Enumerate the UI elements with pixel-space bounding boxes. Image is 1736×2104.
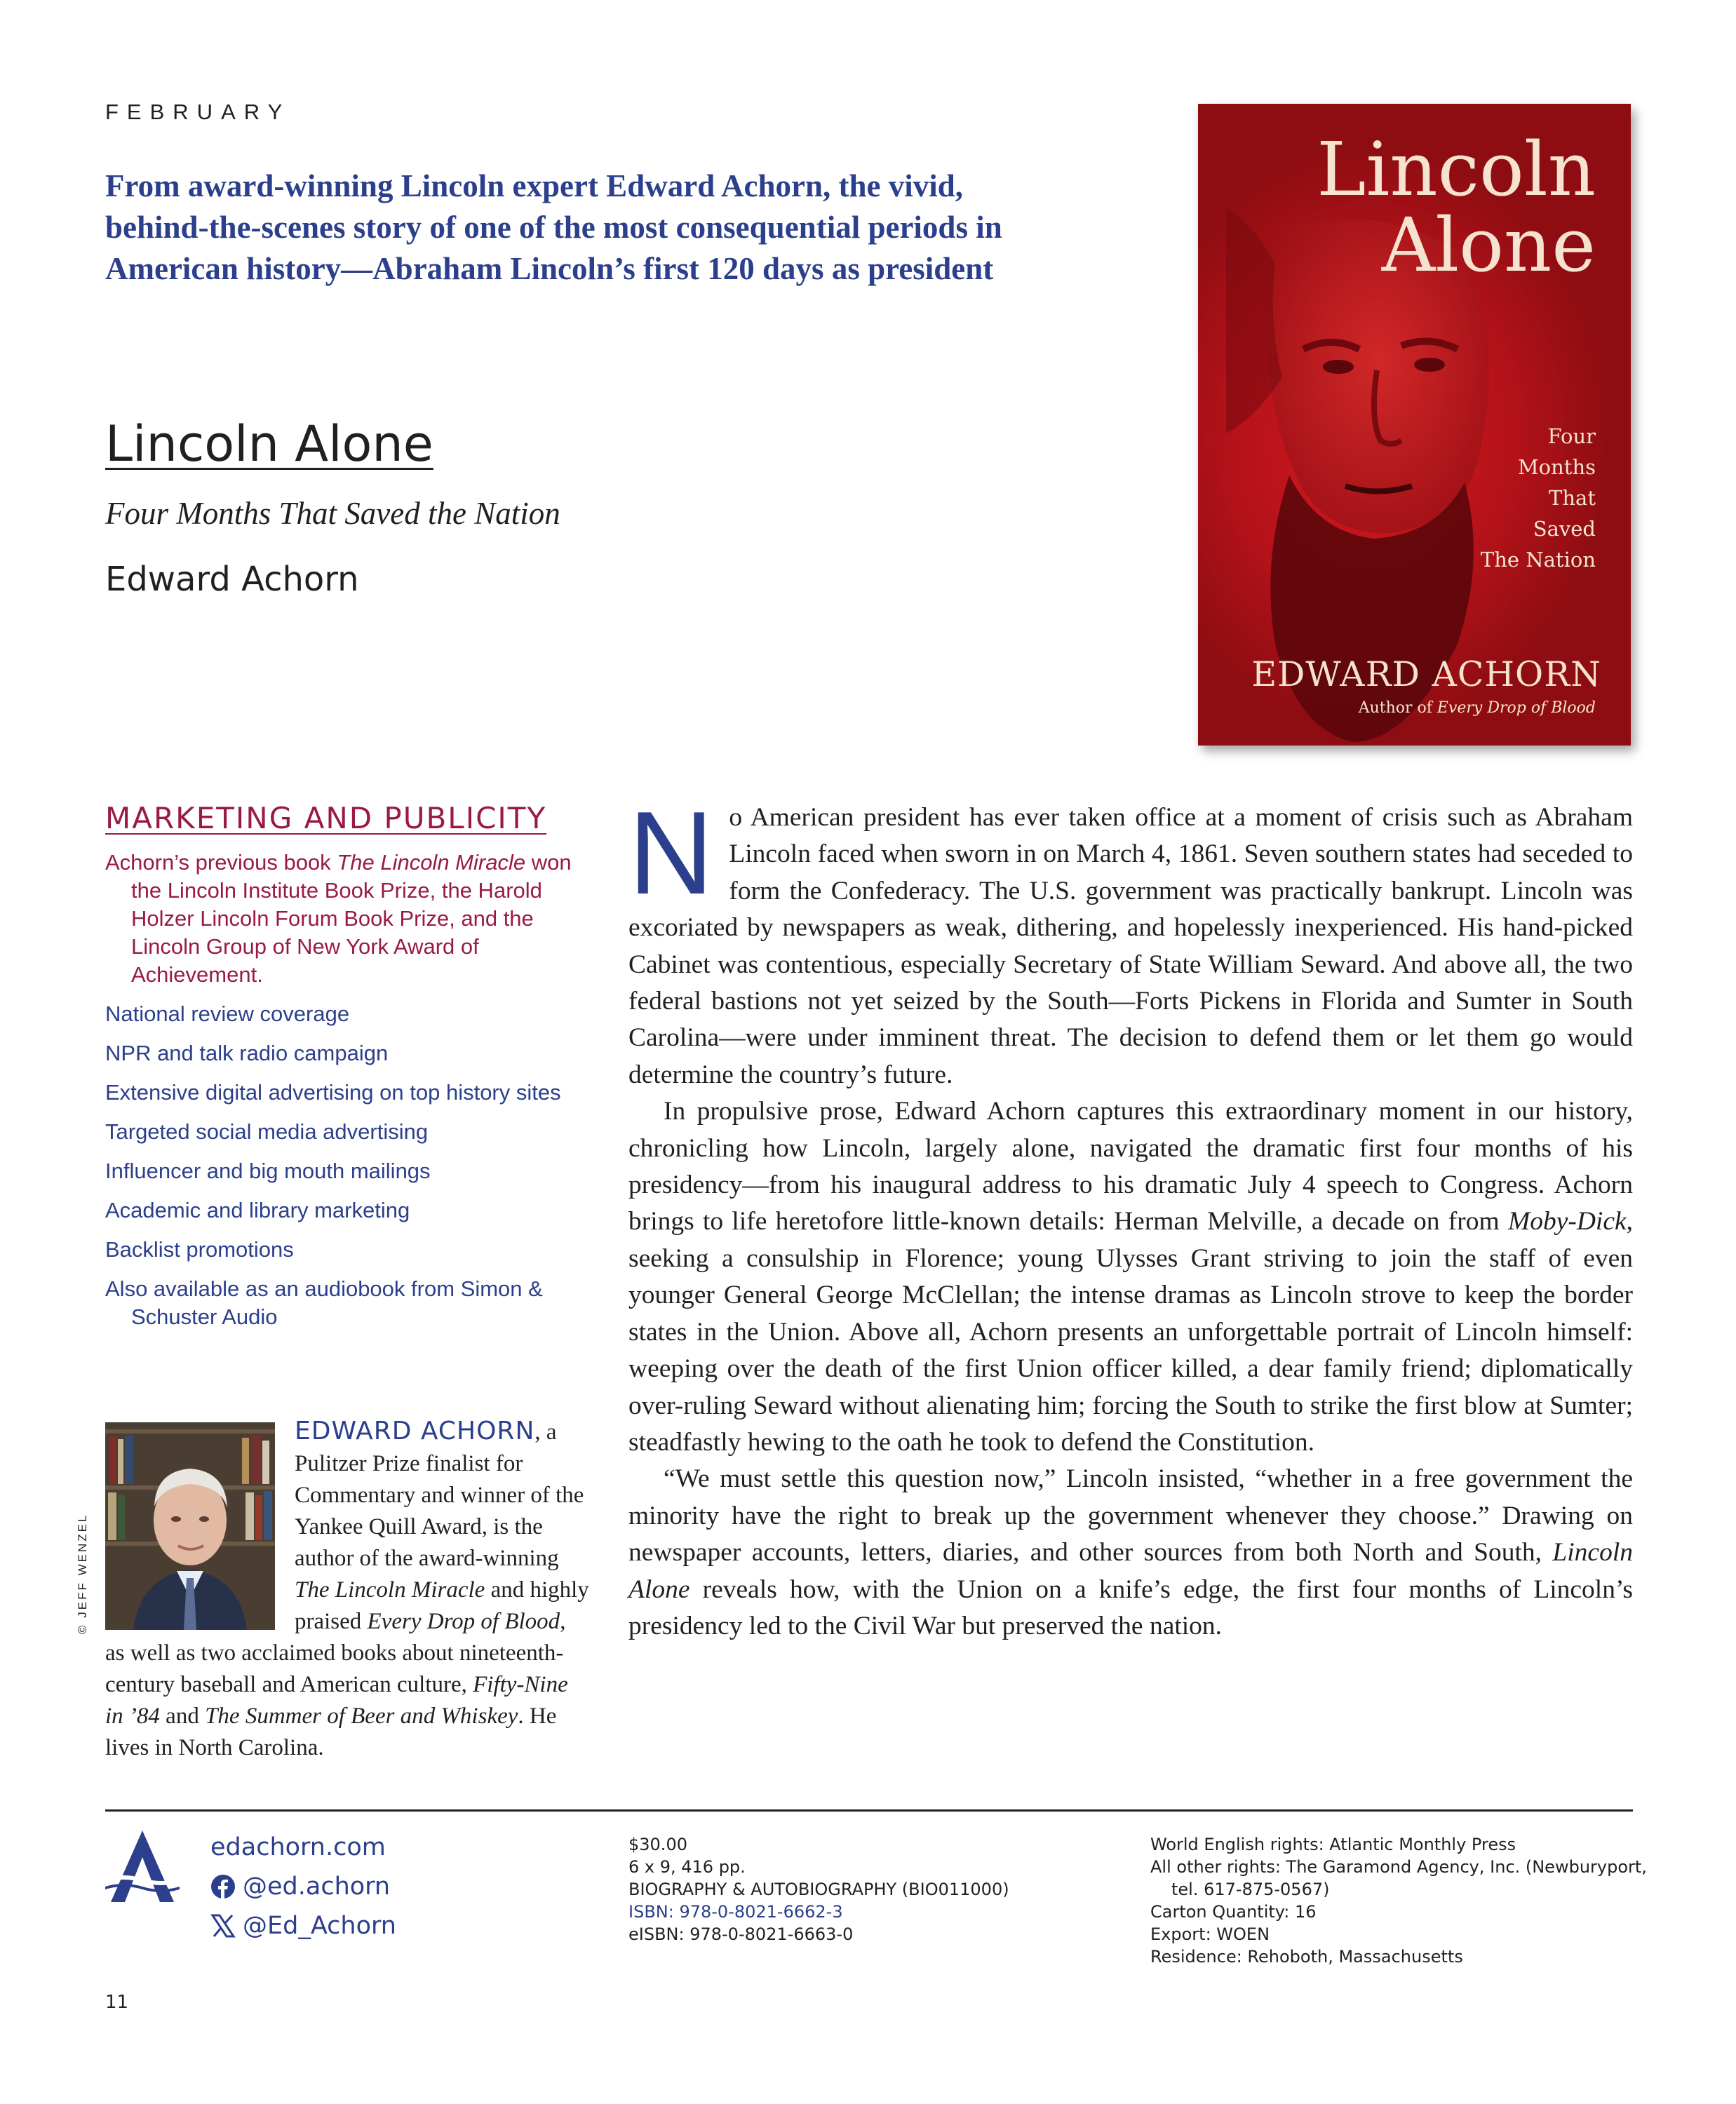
list-item: Achorn’s previous book The Lincoln Miracle won the Lincoln Institute Book Prize, the Harold Holzer Lincoln Forum Book Prize, and the Lincoln Group of New York Award of Achievement. xyxy=(105,850,572,987)
x-icon xyxy=(210,1913,236,1938)
book-title: Lincoln Alone xyxy=(105,415,433,473)
description-paragraph: “We must settle this question now,” Lincoln insisted, “whether in a free government the minority have the right to break up the government whenever they choose.” Drawing on newspaper accounts, letters, diaries, and other sources from both North and South, Lincoln Alone reveals how, with the Union on a knife’s edge, the first four months of Lincoln’s presidency led to the Civil War but preserved the nation. xyxy=(628,1464,1633,1640)
cover-author: EDWARD ACHORN xyxy=(1251,654,1601,694)
agency-tel: tel. 617-875-0567) xyxy=(1171,1880,1330,1899)
cover-subtitle: Four Months That Saved The Nation xyxy=(1480,424,1596,572)
isbn: ISBN: 978-0-8021-6662-3 xyxy=(628,1902,843,1922)
list-item: Also available as an audiobook from Simon & Schuster Audio xyxy=(105,1276,543,1329)
atlantic-logo-icon xyxy=(105,1829,180,1903)
book-description xyxy=(628,787,1633,1645)
other-rights: All other rights: The Garamond Agency, Inc. (Newburyport, xyxy=(1150,1857,1647,1877)
description-paragraph: No American president has ever taken office at a moment of crisis such as Abraham Lincoln faced when sworn in on March 4, 1861. Seven southern states had seceded to form the Confederacy. The U.S. government was practically bankrupt. Lincoln was excoriated by newspapers as weak, dithering, and hopelessly inexperienced. His hand-picked Cabinet was contentious, especially Secretary of State William Seward. And above all, the two federal bastions not yet seized by the South—Forts Pickens in Florida and Sumter in South Carolina—were under imminent threat. The decision to defend them or let them go would determine the country’s future. xyxy=(628,787,1633,1089)
month-label: FEBRUARY xyxy=(105,100,291,124)
footer-divider xyxy=(105,1809,1633,1812)
list-item: Backlist promotions xyxy=(105,1237,294,1262)
author-bio: EDWARD ACHORN, a Pulitzer Prize finalist for Commentary and winner of the Yankee Quill Award, is the author of the award-winning The Lincoln Miracle and highly praised Every Drop of Blood, as well as two acclaimed books about nineteenth-century baseball and American culture, Fifty-Nine in ’84 and The Summer of Beer and Whiskey. He lives in North Carolina. xyxy=(105,1417,589,1760)
format: 6 x 9, 416 pp. xyxy=(628,1857,746,1877)
carton-quantity: Carton Quantity: 16 xyxy=(1150,1902,1317,1922)
cover-title: Lincoln Alone xyxy=(1317,126,1596,288)
book-specs xyxy=(628,1833,1009,1945)
book-cover xyxy=(1198,104,1631,746)
price: $30.00 xyxy=(628,1835,687,1854)
category: BIOGRAPHY & AUTOBIOGRAPHY (BIO011000) xyxy=(628,1880,1009,1899)
list-item: NPR and talk radio campaign xyxy=(105,1041,389,1065)
tagline: From award-winning Lincoln expert Edward Achorn, the vivid, behind-the-scenes story of one of the most consequential periods in American history—Abraham Lincoln’s first 120 days as president xyxy=(105,168,1002,286)
social-links xyxy=(210,1828,396,1945)
bio-name: EDWARD ACHORN xyxy=(295,1417,535,1445)
facebook-icon xyxy=(210,1874,236,1899)
world-rights: World English rights: Atlantic Monthly Press xyxy=(1150,1835,1516,1854)
marketing-list xyxy=(105,849,596,1342)
drop-cap: N xyxy=(628,787,714,919)
export: Export: WOEN xyxy=(1150,1924,1270,1944)
cover-previous-work: Author of Every Drop of Blood xyxy=(1358,699,1596,717)
website-link[interactable]: edachorn.com xyxy=(210,1833,386,1861)
list-item: Extensive digital advertising on top history sites xyxy=(105,1080,561,1105)
page-number: 11 xyxy=(105,1992,129,2013)
book-subtitle: Four Months That Saved the Nation xyxy=(105,496,560,531)
marketing-heading: MARKETING AND PUBLICITY xyxy=(105,801,547,835)
residence: Residence: Rehoboth, Massachusetts xyxy=(1150,1947,1463,1967)
facebook-link[interactable]: @ed.achorn xyxy=(210,1867,396,1906)
list-item: Influencer and big mouth mailings xyxy=(105,1159,431,1183)
list-item: National review coverage xyxy=(105,1002,350,1026)
eisbn: eISBN: 978-0-8021-6663-0 xyxy=(628,1924,854,1944)
photo-credit: © JEFF WENZEL xyxy=(76,1513,89,1634)
description-paragraph: In propulsive prose, Edward Achorn captures this extraordinary moment in our history, chronicling how Lincoln, largely alone, navigated the dramatic first four months of his presidency—from his inaugural address to his dramatic July 4 speech to Congress. Achorn brings to life heretofore little-known details: Herman Melville, a decade on from Moby-Dick, seeking a consulship in Florence; young Ulysses Grant striving to join the staff of even younger General George McClellan; the intense dramas as Lincoln strove to keep the border states in the Union. Above all, Achorn presents an unforgettable portrait of Lincoln himself: weeping over the death of the first Union officer killed, a dear family friend; diplomatically over-ruling Seward without alienating him; forcing the South to strike the first blow at Sumter; steadfastly hewing to the oath he took to defend the Constitution. xyxy=(628,1097,1633,1457)
list-item: Targeted social media advertising xyxy=(105,1119,429,1144)
book-author: Edward Achorn xyxy=(105,560,359,599)
x-link[interactable]: @Ed_Achorn xyxy=(210,1906,396,1945)
rights-info xyxy=(1150,1833,1647,1968)
list-item: Academic and library marketing xyxy=(105,1198,410,1222)
